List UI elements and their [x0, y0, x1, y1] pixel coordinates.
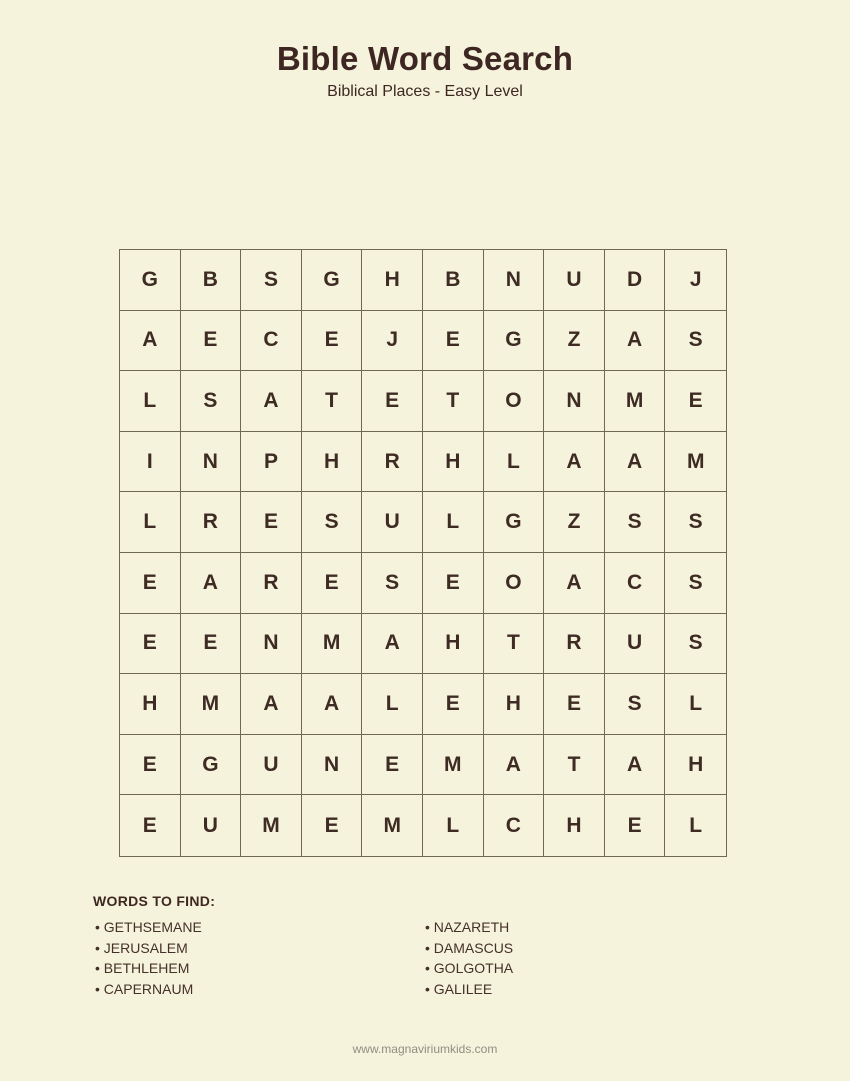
grid-cell: M — [241, 795, 302, 856]
word-list-item: • BETHLEHEM — [95, 960, 190, 976]
grid-cell: C — [241, 311, 302, 372]
word-list-item: • DAMASCUS — [425, 939, 514, 956]
grid-cell: E — [120, 553, 181, 614]
grid-cell: D — [605, 250, 666, 311]
grid-cell: L — [120, 492, 181, 553]
grid-cell: A — [605, 311, 666, 372]
word-list-item: • CAPERNAUM — [95, 980, 194, 997]
page-subtitle: Biblical Places - Easy Level — [327, 83, 523, 100]
grid-cell: B — [181, 250, 242, 311]
grid-cell: N — [484, 250, 545, 311]
grid-cell: A — [241, 371, 302, 432]
grid-cell: T — [423, 371, 484, 432]
grid-cell: H — [423, 432, 484, 493]
word-list-item: • JERUSALEM — [95, 939, 188, 956]
grid-cell: A — [544, 553, 605, 614]
grid-cell: E — [302, 311, 363, 372]
grid-cell: L — [120, 371, 181, 432]
grid-cell: M — [665, 432, 726, 493]
grid-cell: A — [181, 553, 242, 614]
grid-cell: L — [423, 795, 484, 856]
grid-cell: A — [241, 674, 302, 735]
grid-cell: E — [181, 311, 242, 372]
grid-cell: U — [544, 250, 605, 311]
grid-cell: T — [544, 735, 605, 796]
grid-cell: E — [120, 614, 181, 675]
grid-cell: U — [605, 614, 666, 675]
grid-cell: S — [302, 492, 363, 553]
grid-cell: G — [484, 492, 545, 553]
grid-cell: E — [362, 735, 423, 796]
word-list-item: • NAZARETH — [425, 919, 510, 935]
grid-cell: L — [689, 813, 703, 837]
word-grid — [119, 249, 727, 857]
grid-cell: B — [423, 250, 484, 311]
page-title: Bible Word Search — [276, 40, 574, 77]
grid-cell: H — [120, 674, 181, 735]
grid-cell: E — [302, 795, 363, 856]
grid-cell: Z — [544, 311, 605, 372]
grid-cell: P — [241, 432, 302, 493]
grid-cell: G — [302, 250, 363, 311]
grid-cell: G — [120, 250, 181, 311]
grid-cell: S — [665, 614, 726, 675]
grid-cell: A — [484, 735, 545, 796]
grid-cell: I — [120, 432, 181, 493]
grid-cell: L — [362, 674, 423, 735]
word-list-item: • GETHSEMANE — [95, 919, 202, 935]
grid-cell: C — [484, 795, 545, 856]
grid-cell: E — [423, 553, 484, 614]
grid-cell: M — [605, 371, 666, 432]
grid-cell: T — [484, 614, 545, 675]
grid-cell: G — [484, 311, 545, 372]
grid-cell: C — [605, 553, 666, 614]
grid-cell: S — [665, 553, 726, 614]
grid-cell: A — [544, 432, 605, 493]
grid-cell: U — [181, 795, 242, 856]
grid-cell: H — [484, 674, 545, 735]
grid-cell: E — [423, 674, 484, 735]
grid-cell: E — [241, 492, 302, 553]
grid-cell: S — [181, 371, 242, 432]
website-url: www.magnaviriumkids.com — [352, 1042, 498, 1056]
grid-cell: E — [120, 735, 181, 796]
grid-cell: J — [362, 311, 423, 372]
grid-cell: E — [302, 553, 363, 614]
grid-cell: M — [423, 735, 484, 796]
grid-cell: J — [665, 250, 726, 311]
grid-cell: G — [181, 735, 242, 796]
grid-cell: R — [181, 492, 242, 553]
grid-cell: R — [544, 614, 605, 675]
grid-cell: R — [241, 553, 302, 614]
grid-cell: S — [665, 311, 726, 372]
grid-cell: A — [362, 614, 423, 675]
grid-cell: O — [484, 371, 545, 432]
grid-cell: E — [362, 371, 423, 432]
grid-cell: Z — [544, 492, 605, 553]
word-list-column-2 — [425, 917, 513, 999]
grid-cell: E — [423, 311, 484, 372]
grid-cell: R — [362, 432, 423, 493]
grid-cell: A — [605, 432, 666, 493]
grid-cell: U — [241, 735, 302, 796]
grid-cell: E — [605, 795, 666, 856]
grid-cell: H — [423, 614, 484, 675]
grid-cell: M — [181, 674, 242, 735]
grid-cell: E — [544, 674, 605, 735]
grid-cell: A — [302, 674, 363, 735]
grid-cell: S — [605, 492, 666, 553]
grid-cell: N — [302, 735, 363, 796]
grid-cell: E — [181, 614, 242, 675]
grid-cell: S — [605, 674, 666, 735]
grid-cell: N — [181, 432, 242, 493]
word-list-item: • GOLGOTHA — [425, 960, 514, 976]
grid-cell: H — [362, 250, 423, 311]
grid-cell: N — [241, 614, 302, 675]
grid-cell: L — [423, 492, 484, 553]
grid-cell: A — [120, 311, 181, 372]
grid-cell: L — [484, 432, 545, 493]
grid-cell: E — [665, 371, 726, 432]
grid-cell: H — [665, 735, 726, 796]
grid-cell: T — [302, 371, 363, 432]
grid-cell: M — [302, 614, 363, 675]
grid-cell: S — [241, 250, 302, 311]
word-list-column-1 — [95, 917, 202, 999]
grid-cell: S — [362, 553, 423, 614]
grid-cell: H — [302, 432, 363, 493]
grid-cell: E — [120, 795, 181, 856]
grid-cell: O — [484, 553, 545, 614]
words-to-find-heading: WORDS TO FIND: — [93, 893, 216, 909]
grid-cell: A — [605, 735, 666, 796]
grid-cell: U — [362, 492, 423, 553]
grid-cell: M — [362, 795, 423, 856]
grid-cell: N — [544, 371, 605, 432]
grid-cell: S — [665, 492, 726, 553]
word-list-item: • GALILEE — [425, 980, 493, 997]
grid-cell: L — [665, 674, 726, 735]
grid-cell: H — [544, 795, 605, 856]
